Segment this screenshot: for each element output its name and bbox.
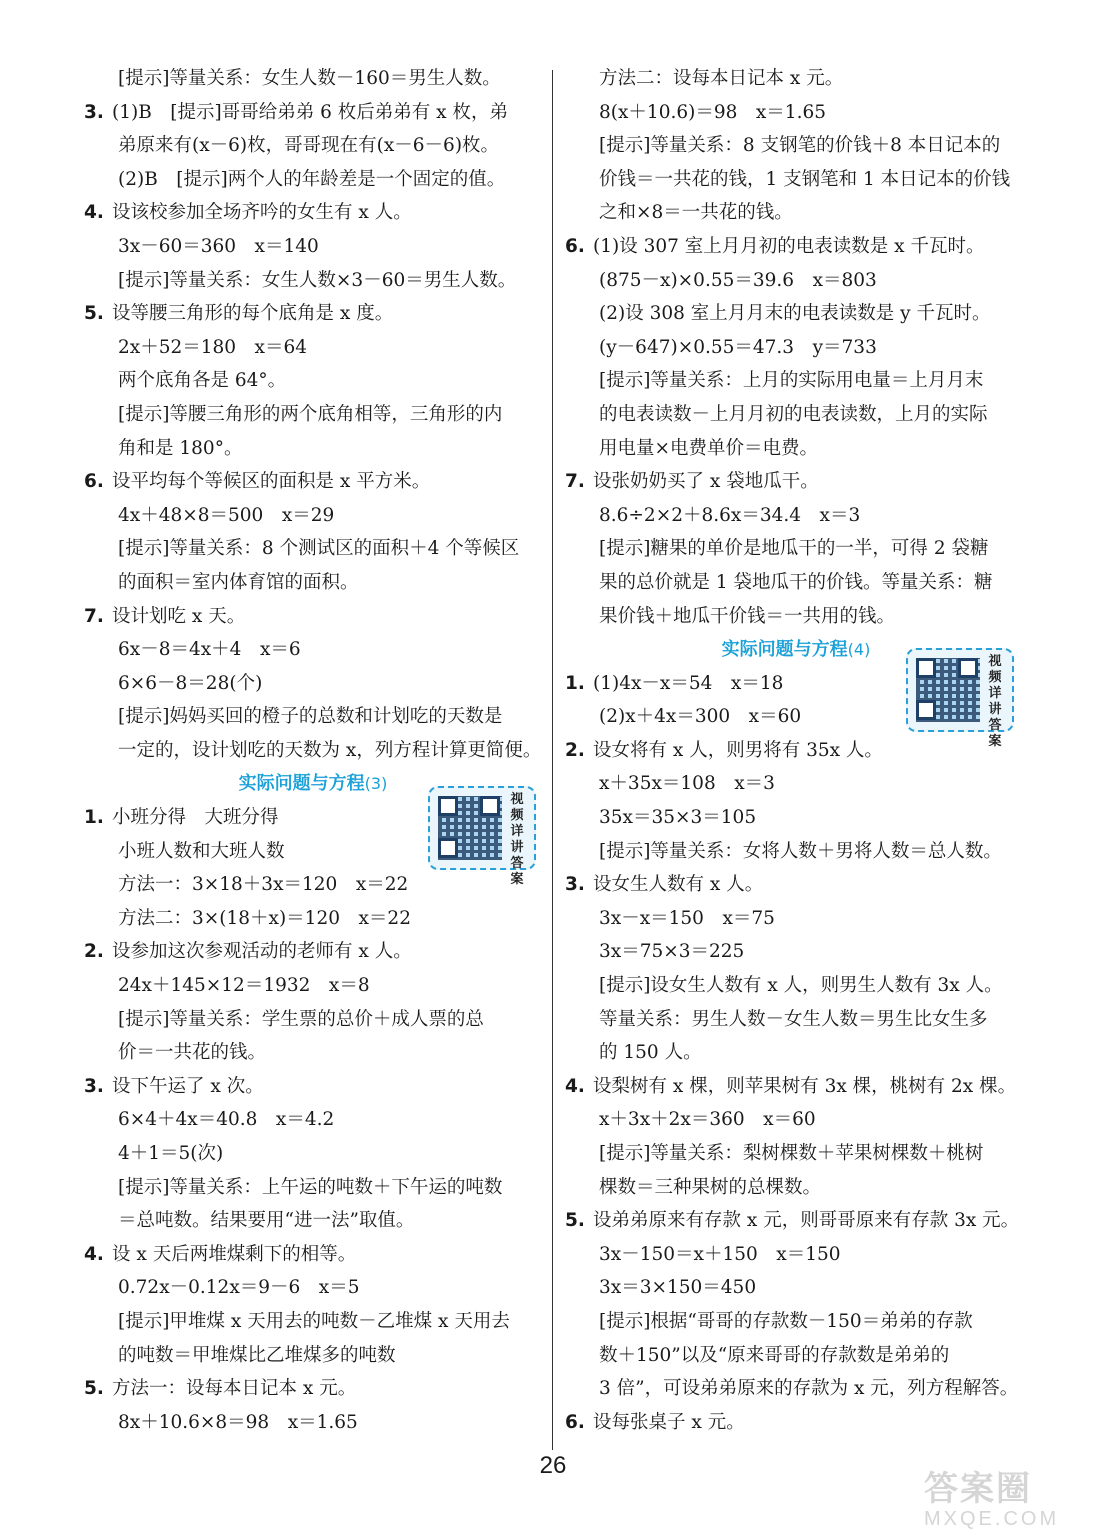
answer-text: 设女生人数有 x 人。 — [593, 874, 764, 896]
answer-text: 设计划吃 x 天。 — [112, 605, 246, 627]
answer-line — [565, 969, 1027, 1003]
answer-line — [84, 163, 542, 197]
answer-line — [84, 1204, 542, 1238]
answer-line — [565, 230, 1027, 264]
answer-text: [提示]等量关系：上午运的吨数＋下午运的吨数 — [118, 1176, 503, 1198]
answer-text: 设弟弟原来有存款 x 元，则哥哥原来有存款 3x 元。 — [593, 1210, 1020, 1232]
answer-text: 两个底角各是 64°。 — [118, 370, 287, 392]
answer-line — [84, 1070, 542, 1104]
answer-line — [565, 767, 1027, 801]
answer-text: 3 倍”，可设弟弟原来的存款为 x 元，列方程解答。 — [599, 1378, 1019, 1400]
question-number: 2. — [565, 739, 585, 761]
question-number: 4. — [565, 1075, 585, 1097]
answer-line — [565, 432, 1027, 466]
answer-text: 设等腰三角形的每个底角是 x 度。 — [112, 303, 394, 325]
answer-line — [565, 297, 1027, 331]
answer-text: 3x－60＝360 x＝140 — [118, 235, 319, 257]
qr-code-right[interactable] — [906, 648, 1014, 749]
answer-text: 果价钱＋地瓜干价钱＝一共用的钱。 — [599, 605, 896, 627]
answer-text: 3x＝3×150＝450 — [599, 1277, 757, 1299]
answer-line — [84, 499, 542, 533]
answer-text: (1)设 307 室上月月初的电表读数是 x 千瓦时。 — [593, 235, 985, 257]
answer-line — [565, 1372, 1027, 1406]
right-column — [565, 62, 1027, 1439]
question-number: 5. — [84, 303, 104, 325]
answer-text: (2)x＋4x＝300 x＝60 — [599, 706, 802, 728]
answer-line — [84, 868, 542, 902]
watermark-logo — [924, 1470, 1092, 1530]
section-number: (3) — [364, 774, 388, 794]
answer-text: [提示]等量关系：上月的实际用电量＝上月月末 — [599, 370, 984, 392]
answer-text: 角和是 180°。 — [118, 437, 243, 459]
answer-line — [565, 62, 1027, 96]
answer-text: ＝总吨数。结果要用“进一法”取值。 — [118, 1210, 415, 1232]
answer-line — [565, 1070, 1027, 1104]
answer-text: 小班人数和大班人数 — [118, 840, 285, 862]
question-number: 7. — [565, 471, 585, 493]
answer-text: (1)B [提示]哥哥给弟弟 6 枚后弟弟有 x 枚，弟 — [112, 101, 508, 123]
section-title: 实际问题与方程 — [721, 639, 848, 661]
answer-line — [84, 566, 542, 600]
answer-line — [84, 264, 542, 298]
question-number: 4. — [84, 202, 104, 224]
answer-line — [565, 1103, 1027, 1137]
answer-line — [84, 465, 542, 499]
question-number: 6. — [565, 1411, 585, 1433]
answer-line — [84, 230, 542, 264]
answer-line — [84, 1238, 542, 1272]
answer-line — [84, 1372, 542, 1406]
answer-text: 设梨树有 x 棵，则苹果树有 3x 棵，桃树有 2x 棵。 — [593, 1075, 1017, 1097]
answer-line — [84, 1339, 542, 1373]
answer-line — [565, 1036, 1027, 1070]
answer-line — [565, 331, 1027, 365]
answer-line — [84, 129, 542, 163]
answer-text: 8.6÷2×2＋8.6x＝34.4 x＝3 — [599, 504, 861, 526]
answer-text: [提示]等量关系：8 支钢笔的价钱＋8 本日记本的 — [599, 135, 1001, 157]
answer-line — [84, 600, 542, 634]
answer-line — [565, 566, 1027, 600]
answer-line — [84, 1271, 542, 1305]
answer-line — [565, 1305, 1027, 1339]
answer-line — [84, 1036, 542, 1070]
question-number: 3. — [84, 1075, 104, 1097]
answer-text: 一定的，设计划吃的天数为 x，列方程计算更简便。 — [118, 739, 542, 761]
question-number: 1. — [84, 807, 104, 829]
qr-code-left[interactable] — [428, 786, 536, 887]
answer-line — [84, 667, 542, 701]
answer-text: 设每张桌子 x 元。 — [593, 1411, 745, 1433]
answer-line — [565, 1271, 1027, 1305]
qr-label: 视频详讲答案 — [988, 654, 1002, 749]
answer-line — [565, 1137, 1027, 1171]
answer-text: 2x＋52＝180 x＝64 — [118, 336, 308, 358]
answer-text: 之和×8＝一共花的钱。 — [599, 202, 793, 224]
answer-text: [提示]甲堆煤 x 天用去的吨数－乙堆煤 x 天用去 — [118, 1310, 510, 1332]
watermark-url: MXQE.COM — [924, 1508, 1060, 1530]
answer-line — [565, 1171, 1027, 1205]
answer-text: [提示]糖果的单价是地瓜干的一半，可得 2 袋糖 — [599, 538, 989, 560]
answer-line — [565, 499, 1027, 533]
answer-line — [565, 734, 1027, 768]
answer-text: [提示]等量关系：8 个测试区的面积＋4 个等候区 — [118, 538, 520, 560]
answer-text: 0.72x－0.12x＝9－6 x＝5 — [118, 1277, 360, 1299]
answer-line — [84, 1171, 542, 1205]
answer-text: 35x＝35×3＝105 — [599, 807, 757, 829]
answer-text: 4x＋48×8＝500 x＝29 — [118, 504, 335, 526]
question-number: 6. — [84, 471, 104, 493]
question-number: 1. — [565, 672, 585, 694]
answer-line — [565, 935, 1027, 969]
question-number: 5. — [84, 1378, 104, 1400]
answer-line — [565, 1406, 1027, 1440]
answer-text: [提示]等量关系：女生人数－160＝男生人数。 — [118, 68, 501, 89]
answer-text: 设平均每个等候区的面积是 x 平方米。 — [112, 471, 431, 493]
answer-text: 3x－150＝x＋150 x＝150 — [599, 1243, 841, 1265]
answer-line — [565, 532, 1027, 566]
answer-text: 3x－x＝150 x＝75 — [599, 907, 775, 929]
watermark-text: 答案圈 — [924, 1470, 1032, 1508]
answer-text: (y－647)×0.55＝47.3 y＝733 — [599, 336, 877, 358]
answer-text: 棵数＝三种果树的总棵数。 — [599, 1176, 822, 1198]
answer-text: 价钱＝一共花的钱，1 支钢笔和 1 本日记本的价钱 — [599, 168, 1011, 190]
answer-line — [565, 902, 1027, 936]
answer-text: 8(x＋10.6)＝98 x＝1.65 — [599, 101, 826, 123]
answer-text: 设张奶奶买了 x 袋地瓜干。 — [593, 471, 819, 493]
answer-line — [84, 432, 542, 466]
answer-text: 的 150 人。 — [599, 1042, 702, 1064]
section-title: 实际问题与方程 — [238, 773, 365, 795]
answer-line — [565, 398, 1027, 432]
answer-text: 数＋150”以及“原来哥哥的存款数是弟弟的 — [599, 1344, 950, 1366]
answer-line — [84, 1137, 542, 1171]
answer-line — [565, 868, 1027, 902]
answer-text: 8x＋10.6×8＝98 x＝1.65 — [118, 1411, 358, 1433]
question-number: 7. — [84, 605, 104, 627]
answer-text: 设下午运了 x 次。 — [112, 1075, 264, 1097]
qr-finder — [480, 796, 500, 816]
qr-finder — [438, 796, 458, 816]
answer-line — [84, 364, 542, 398]
answer-text: 设参加这次参观活动的老师有 x 人。 — [112, 941, 412, 963]
answer-line — [565, 163, 1027, 197]
answer-line — [84, 734, 542, 768]
answer-line — [84, 331, 542, 365]
qr-finder — [916, 658, 936, 678]
question-number: 3. — [84, 101, 104, 123]
answer-text: [提示]等腰三角形的两个底角相等，三角形的内 — [118, 403, 503, 425]
answer-text: 价＝一共花的钱。 — [118, 1042, 267, 1064]
answer-text: 6×6－8＝28(个) — [118, 672, 263, 694]
answer-line — [84, 532, 542, 566]
question-number: 5. — [565, 1210, 585, 1232]
section-number: (4) — [847, 640, 871, 660]
qr-finder — [916, 700, 936, 720]
answer-text: (875－x)×0.55＝39.6 x＝803 — [599, 269, 877, 291]
answer-line — [565, 364, 1027, 398]
answer-line — [84, 700, 542, 734]
answer-line — [565, 129, 1027, 163]
answer-text: [提示]等量关系：女将人数＋男将人数＝总人数。 — [599, 840, 1002, 862]
answer-text: x＋3x＋2x＝360 x＝60 — [599, 1109, 816, 1131]
answer-line — [84, 1406, 542, 1440]
answer-text: [提示]设女生人数有 x 人，则男生人数有 3x 人。 — [599, 975, 1003, 997]
answer-line — [84, 196, 542, 230]
answer-line — [565, 1238, 1027, 1272]
answer-line — [84, 1305, 542, 1339]
answer-line — [84, 969, 542, 1003]
answer-text: 弟原来有(x－6)枚，哥哥现在有(x－6－6)枚。 — [118, 135, 500, 157]
answer-text: 6x－8＝4x＋4 x＝6 — [118, 639, 301, 661]
qr-finder — [958, 658, 978, 678]
answer-text: 的吨数＝甲堆煤比乙堆煤多的吨数 — [118, 1344, 396, 1366]
question-number: 4. — [84, 1243, 104, 1265]
answer-text: 6×4＋4x＝40.8 x＝4.2 — [118, 1109, 335, 1131]
answer-line — [84, 297, 542, 331]
answer-line — [84, 633, 542, 667]
answer-line — [84, 62, 542, 96]
answer-text: 方法二：3×(18＋x)＝120 x＝22 — [118, 907, 411, 929]
answer-line — [565, 1204, 1027, 1238]
answer-text: [提示]妈妈买回的橙子的总数和计划吃的天数是 — [118, 706, 503, 728]
answer-line — [84, 398, 542, 432]
answer-text: 设 x 天后两堆煤剩下的相等。 — [112, 1243, 357, 1265]
answer-text: 果的总价就是 1 袋地瓜干的价钱。等量关系：糖 — [599, 571, 993, 593]
question-number: 3. — [565, 874, 585, 896]
answer-line — [565, 600, 1027, 634]
answer-line — [565, 96, 1027, 130]
answer-line — [565, 264, 1027, 298]
qr-label: 视频详讲答案 — [510, 792, 524, 887]
answer-line — [565, 835, 1027, 869]
answer-line — [565, 1003, 1027, 1037]
answer-text: [提示]根据“哥哥的存款数－150＝弟弟的存款 — [599, 1310, 973, 1332]
answer-text: x＋35x＝108 x＝3 — [599, 773, 775, 795]
answer-text: (2)B [提示]两个人的年龄差是一个固定的值。 — [118, 168, 506, 190]
answer-line — [565, 1339, 1027, 1373]
answer-text: 4＋1＝5(次) — [118, 1143, 224, 1164]
answer-text: 24x＋145×12＝1932 x＝8 — [118, 975, 370, 997]
answer-line — [84, 1103, 542, 1137]
answer-line — [84, 96, 542, 130]
question-number: 6. — [565, 235, 585, 257]
answer-text: [提示]等量关系：梨树棵数＋苹果树棵数＋桃树 — [599, 1143, 984, 1164]
answer-text: 设该校参加全场齐吟的女生有 x 人。 — [112, 202, 412, 224]
qr-finder — [438, 838, 458, 858]
answer-text: 用电量×电费单价＝电费。 — [599, 437, 819, 459]
answer-line — [565, 801, 1027, 835]
answer-text: 方法一：设每本日记本 x 元。 — [112, 1378, 357, 1400]
answer-line — [84, 902, 542, 936]
answer-text: 3x＝75×3＝225 — [599, 941, 745, 963]
answer-text: 方法一：3×18＋3x＝120 x＝22 — [118, 874, 409, 896]
answer-text: (1)4x－x＝54 x＝18 — [593, 672, 784, 694]
answer-text: 等量关系：男生人数－女生人数＝男生比女生多 — [599, 1008, 988, 1030]
page-number: 26 — [539, 1452, 567, 1479]
answer-text: (2)设 308 室上月月末的电表读数是 y 千瓦时。 — [599, 303, 991, 325]
answer-text: 的电表读数－上月月初的电表读数，上月的实际 — [599, 403, 988, 425]
answer-text: 设女将有 x 人，则男将有 35x 人。 — [593, 739, 883, 761]
question-number: 2. — [84, 941, 104, 963]
answer-line — [84, 935, 542, 969]
answer-text: 的面积＝室内体育馆的面积。 — [118, 571, 359, 593]
answer-line — [565, 465, 1027, 499]
column-divider — [552, 70, 553, 1450]
left-column — [84, 62, 542, 1439]
answer-text: [提示]等量关系：女生人数×3－60＝男生人数。 — [118, 269, 517, 291]
answer-text: [提示]等量关系：学生票的总价＋成人票的总 — [118, 1008, 484, 1030]
answer-text: 小班分得 大班分得 — [112, 807, 279, 829]
answer-line — [84, 1003, 542, 1037]
answer-text: 方法二：设每本日记本 x 元。 — [599, 68, 844, 89]
answer-line — [565, 196, 1027, 230]
